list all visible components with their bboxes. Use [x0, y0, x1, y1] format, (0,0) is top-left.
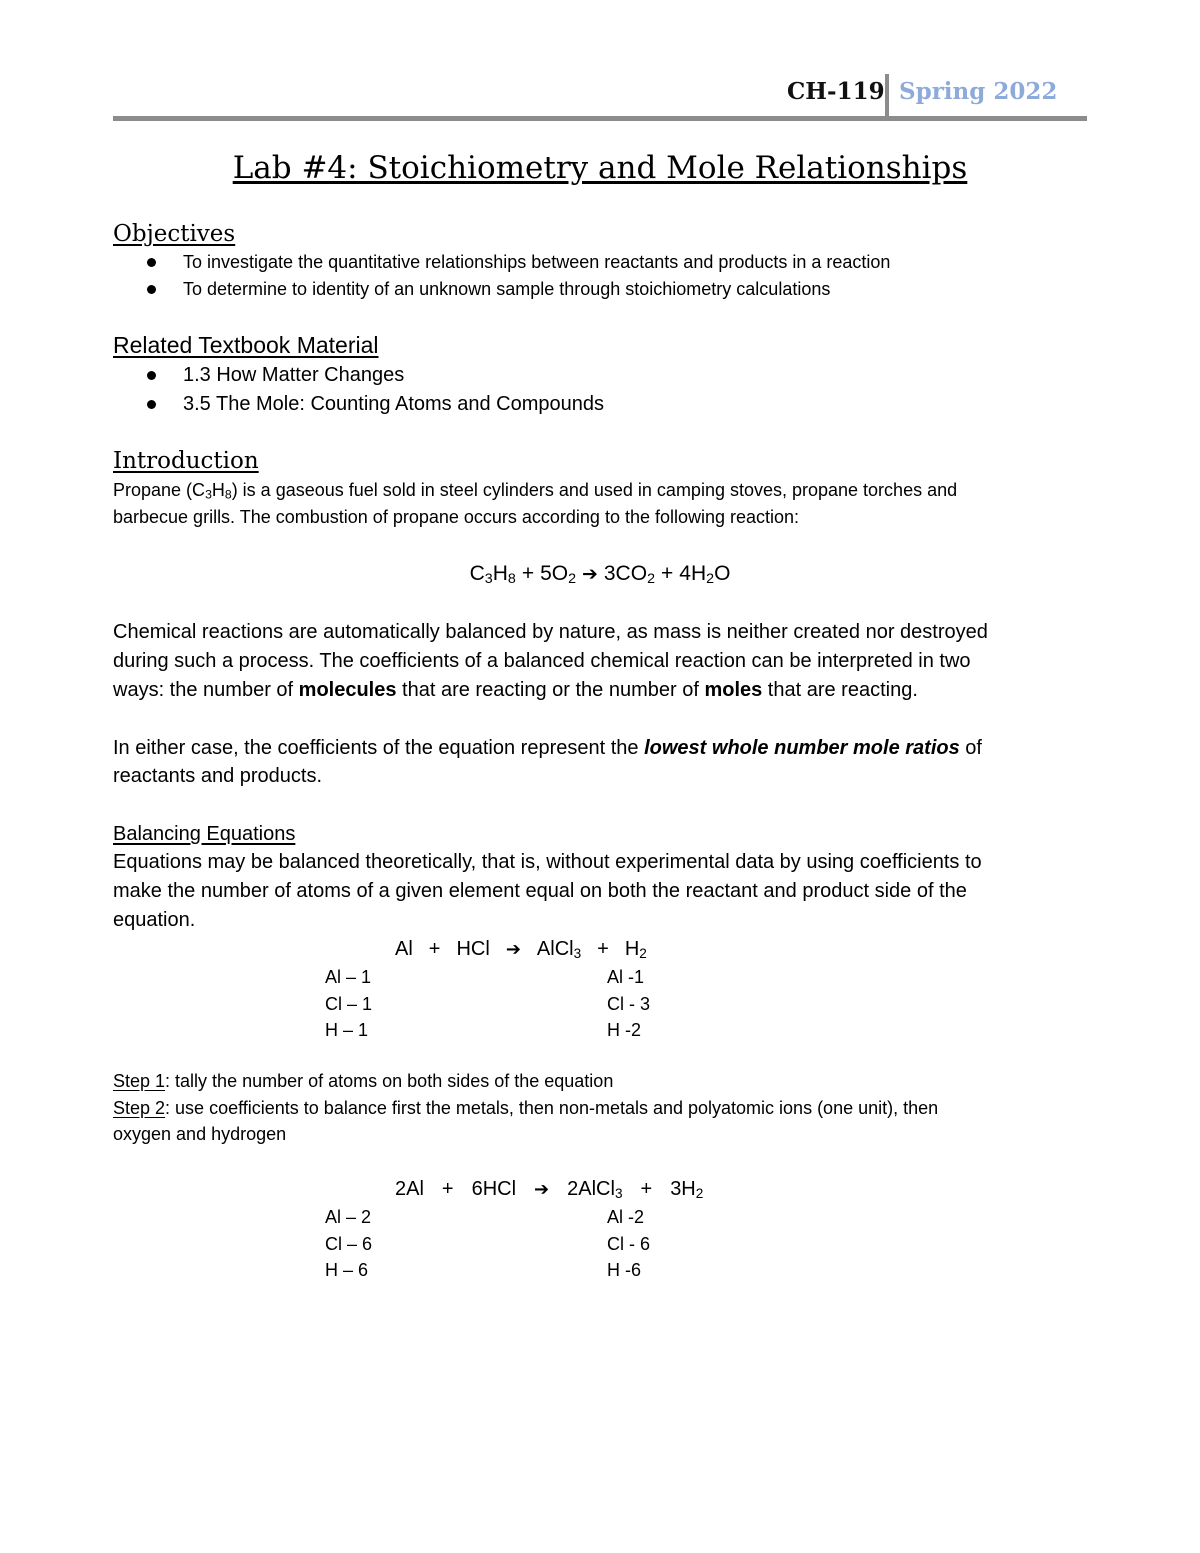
equation-term: $5O_2$: [540, 562, 577, 588]
equation-term: $4H_2O$: [679, 562, 731, 588]
paragraph-text: of: [959, 737, 982, 759]
header-divider: [885, 74, 889, 118]
paragraph-text: that are reacting.: [762, 679, 918, 701]
unbalanced-equation: [395, 938, 647, 961]
step-text: : use coefficients to balance first the metals, then non-metals and polyatomic ions (one unit), then: [165, 1098, 939, 1118]
list-item: 3.5 The Mole: Counting Atoms and Compounds: [145, 393, 604, 422]
equation-term: ➔: [582, 564, 598, 585]
paragraph-line: during such a process. The coefficients of a balanced chemical reaction can be interpreted in two: [113, 650, 971, 672]
intro-text: H: [211, 480, 225, 500]
step-1: [113, 1071, 613, 1092]
step-label: Step 1: [113, 1071, 166, 1091]
term-label: Spring 2022: [899, 78, 1058, 105]
equation-term: $H_2$: [624, 938, 647, 961]
intro-paragraph-line: barbecue grills. The combustion of propane occurs according to the following reaction:: [113, 507, 800, 527]
equation-term: $C_3H_8$: [469, 562, 516, 588]
step-label: Step 2: [113, 1098, 166, 1118]
tally-row: Cl – 1: [325, 993, 373, 1014]
paragraph-text: ways: the number of: [113, 679, 299, 701]
list-item: To investigate the quantitative relationships between reactants and products in a reaction: [145, 252, 890, 279]
intro-text: ) is a gaseous fuel sold in steel cylinders and used in camping stoves, propane torches and: [231, 480, 958, 500]
tally-row: Al -2: [607, 1207, 645, 1227]
equation-term: Al: [395, 938, 413, 960]
balanced-left-tally: [325, 1204, 372, 1284]
step-text: : tally the number of atoms on both sides of the equation: [165, 1071, 614, 1091]
intro-text: Propane (C: [113, 480, 206, 500]
equation-term: 2Al: [395, 1178, 424, 1200]
equation-term: HCl: [456, 938, 490, 960]
tally-row: Cl - 3: [607, 993, 651, 1014]
combustion-equation: [0, 562, 1200, 586]
equation-term: ➔: [534, 1179, 550, 1199]
balancing-heading: Balancing Equations: [113, 823, 296, 845]
paragraph-line: [113, 737, 982, 760]
equation-term: $3CO_2$: [603, 562, 655, 588]
textbook-list: [145, 364, 604, 422]
equation-term: +: [661, 562, 674, 585]
list-item: 1.3 How Matter Changes: [145, 364, 604, 393]
tally-row: Al -1: [607, 967, 645, 987]
tally-row: H – 6: [325, 1260, 369, 1280]
intro-subscript: 3: [205, 487, 212, 502]
header-rule: [113, 116, 1087, 121]
paragraph-text: that are reacting or the number of: [396, 679, 705, 701]
equation-term: $3H_2$: [670, 1178, 704, 1201]
equation-term: +: [521, 562, 535, 585]
page-title: Lab #4: Stoichiometry and Mole Relationships: [232, 150, 968, 186]
bold-term: moles: [704, 679, 763, 701]
textbook-heading: Related Textbook Material: [113, 332, 379, 358]
tally-row: H – 1: [325, 1020, 369, 1040]
tally-row: Cl – 6: [325, 1233, 373, 1254]
equation-term: +: [441, 1178, 454, 1200]
objectives-list: [145, 252, 890, 306]
step-2-continued: oxygen and hydrogen: [113, 1124, 287, 1144]
paragraph-line: reactants and products.: [113, 765, 323, 787]
tally-row: H -2: [607, 1020, 642, 1040]
unbalanced-left-tally: [325, 964, 372, 1044]
paragraph-line: make the number of atoms of a given element equal on both the reactant and product side of the: [113, 880, 967, 902]
introduction-heading: Introduction: [113, 448, 259, 474]
equation-term: 2AlCl$_3$: [567, 1178, 623, 1201]
paragraph-text: In either case, the coefficients of the equation represent the: [113, 737, 645, 759]
equation-term: +: [597, 938, 609, 960]
course-code: CH-119: [787, 78, 885, 105]
tally-row: Al – 1: [325, 967, 372, 987]
equation-term: 6HCl: [471, 1178, 517, 1200]
equation-term: AlCl$_3$: [536, 938, 582, 961]
tally-row: Al – 2: [325, 1207, 372, 1227]
emphasis-term: lowest whole number mole ratios: [644, 737, 960, 759]
objectives-heading: Objectives: [113, 221, 236, 247]
bold-term: molecules: [298, 679, 397, 701]
paragraph-line: Chemical reactions are automatically balanced by nature, as mass is neither created nor destroyed: [113, 621, 988, 643]
intro-paragraph-line: [113, 480, 957, 501]
intro-subscript: 8: [224, 487, 232, 502]
balanced-equation: [395, 1178, 703, 1201]
equation-term: +: [640, 1178, 653, 1200]
tally-row: Cl - 6: [607, 1233, 651, 1254]
equation-term: ➔: [505, 939, 521, 959]
step-2: [113, 1098, 938, 1119]
unbalanced-right-tally: [607, 964, 650, 1044]
equation-term: +: [428, 938, 441, 960]
list-item: To determine to identity of an unknown sample through stoichiometry calculations: [145, 279, 890, 306]
paragraph-line: Equations may be balanced theoretically, that is, without experimental data by using coefficients to: [113, 851, 982, 873]
paragraph-line: equation.: [113, 909, 196, 931]
balanced-right-tally: [607, 1204, 650, 1284]
tally-row: H -6: [607, 1260, 642, 1280]
paragraph-line: [113, 679, 918, 702]
